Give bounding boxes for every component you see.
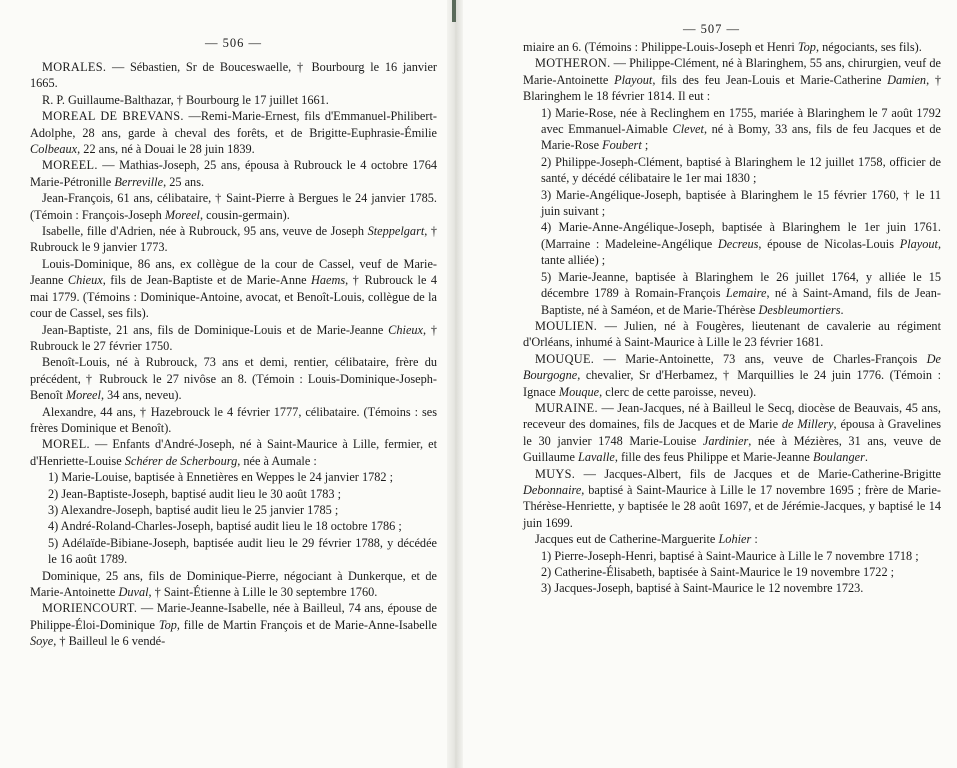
entry-muraine — [523, 400, 941, 466]
list-item — [523, 105, 941, 154]
list-item: 1) Pierre-Joseph-Henri, baptisé à Saint-Maurice à Lille le 7 novembre 1718 ; — [541, 548, 919, 563]
surname: Clevet — [672, 122, 704, 137]
entry-text: , 25 ans. — [163, 174, 205, 189]
entry-heading: MORALES. — [42, 60, 107, 74]
entry-mouque — [523, 351, 941, 400]
surname: Chieux — [388, 322, 424, 337]
entry-text: : — [751, 532, 758, 547]
entry-text: , tante alliée) ; — [541, 236, 942, 268]
list-item: 3) Marie-Angélique-Joseph, baptisée à Blaringhem le 15 février 1760, † le 11 juin suivant ; — [541, 187, 941, 219]
entry-paragraph — [523, 531, 941, 547]
entry-text: , née à Mézières, 31 ans, veuve de Guillaume — [523, 433, 942, 465]
entry-text: , négociants, ses fils). — [815, 40, 922, 54]
list-item: 2) Philippe-Joseph-Clément, baptisé à Blaringhem le 12 juillet 1758, officier de santé, y décédé célibataire le 1er mai 1830 ; — [541, 154, 941, 186]
surname: Lohier — [718, 532, 752, 547]
surname: Top — [797, 40, 816, 54]
entry-text: ; — [641, 138, 649, 153]
entry-text: , né à Bomy, 33 ans, fils de feu Jacques et de Marie-Rose — [541, 122, 941, 153]
entry-muys — [523, 466, 941, 532]
entry-text: . — [840, 302, 844, 317]
entry-heading: MURAINE. — [535, 400, 598, 415]
entry-text: , cousin-germain). — [199, 207, 290, 222]
list-item: 3) Alexandre-Joseph, baptisé audit lieu le 25 janvier 1785 ; — [48, 502, 339, 517]
entry-paragraph: Alexandre, 44 ans, † Hazebrouck le 4 février 1777, célibataire. (Témoins : ses frères Dominique et Benoît). — [30, 404, 437, 435]
surname: Steppelgart — [367, 224, 425, 239]
list-item — [523, 219, 941, 268]
surname: Debonnaire — [523, 482, 582, 497]
surname: Chieux — [67, 273, 103, 288]
page-number-right: — 507 — — [683, 22, 740, 36]
entry-text: — Philippe-Clément, né à Blaringhem, 55 ans, chirurgien, veuf de Marie-Antoinette — [523, 56, 941, 87]
list-item: 4) André-Roland-Charles-Joseph, baptisé audit lieu le 18 octobre 1786 ; — [48, 519, 402, 534]
entry-morales — [30, 59, 437, 92]
list-item: 5) Adélaïde-Bibiane-Joseph, baptisée audit lieu le 29 février 1788, y décédée le 16 août 1789. — [48, 535, 437, 567]
entry-text: miaire an 6. (Témoins : Philippe-Louis-Joseph et Henri — [523, 40, 798, 54]
entry-text: , † Bailleul le 6 vendé- — [53, 634, 166, 649]
entry-text: , fille de Martin François et de Marie-Anne-Isabelle — [176, 617, 437, 632]
surname: Desbleumortiers — [758, 302, 841, 317]
surname: Playout — [614, 72, 653, 87]
entry-heading: MUYS. — [535, 466, 576, 481]
surname: Playout — [899, 236, 938, 251]
entry-heading: MOTHERON. — [535, 56, 611, 71]
surname: Top — [158, 617, 177, 632]
entry-moreal — [30, 108, 437, 157]
page-number-left: — 506 — — [205, 36, 262, 50]
entry-text: , baptisé à Saint-Maurice à Lille le 17 novembre 1695 ; frère de Marie-Thérèse-Henriette, y baptisée le 28 août 1697, et de Jérémie-Jacques, y baptisé le 14 juin 1699. — [523, 482, 941, 530]
entry-text: 4) Marie-Anne-Angélique-Joseph, baptisée à Blaringhem le 1er juin 1761. (Marraine : Madeleine-Angélique — [541, 220, 941, 251]
entry-text: , 22 ans, né à Douai le 28 juin 1839. — [77, 142, 255, 157]
entry-text: Dominique, 25 ans, fils de Dominique-Pierre, négociant à Dunkerque, et de Marie-Antoinette — [30, 568, 437, 599]
entry-text: , † Saint-Étienne à Lille le 30 septembre 1760. — [148, 585, 378, 599]
entry-text: — Marie-Jeanne-Isabelle, née à Bailleul, 74 ans, épouse de Philippe-Éloi-Dominique — [30, 601, 437, 632]
entry-text: . — [864, 450, 868, 465]
entry-text: , clerc de cette paroisse, neveu). — [599, 384, 757, 399]
entry-heading: MORIENCOURT. — [42, 601, 138, 616]
surname: Jardinier — [702, 433, 749, 448]
entry-paragraph — [30, 223, 437, 256]
entry-heading: MOUQUE. — [535, 351, 595, 366]
entry-heading: MOULIEN. — [535, 318, 598, 333]
surname: Lemaire — [725, 286, 767, 301]
left-page — [0, 0, 447, 768]
entry-text: , né à Saint-Amand, fils de Jean-Baptiste, né à Saméon, et de Marie-Thérèse — [541, 286, 941, 317]
entry-heading: MOREAL DE BREVANS. — [42, 109, 184, 124]
entry-text: — Jean-Jacques, né à Bailleul le Secq, diocèse de Beauvais, 45 ans, receveur des domaines, fils de Jacques et de Marie — [523, 400, 941, 432]
entry-moreel — [30, 157, 437, 190]
entry-text: Jean-Baptiste, 21 ans, fils de Dominique-Louis et de Marie-Jeanne — [42, 322, 389, 337]
entry-heading: MOREEL. — [42, 158, 98, 173]
surname: Lavalle — [577, 450, 615, 465]
entry-paragraph — [523, 39, 941, 55]
entry-text: , † Rubrouck le 27 février 1750. — [30, 322, 438, 353]
entry-paragraph — [30, 354, 437, 403]
entry-text: Jacques eut de Catherine-Marguerite — [535, 532, 719, 547]
entry-moulien — [523, 318, 941, 351]
surname: Berreville — [114, 174, 164, 189]
surname: Moreel — [164, 207, 200, 222]
entry-text: Louis-Dominique, 86 ans, ex collègue de la cour de Cassel, veuf de Marie-Jeanne — [30, 256, 437, 288]
entry-text: , épousa à Gravelines le 30 janvier 1748 Marie-Louise — [523, 417, 942, 448]
entry-text: —Remi-Marie-Ernest, fils d'Emmanuel-Philibert-Adolphe, 28 ans, garde à cheval des forêts, et de Brigitte-Euphrasie-Émilie — [30, 109, 437, 140]
list-item: 2) Jean-Baptiste-Joseph, baptisé audit lieu le 30 août 1783 ; — [48, 486, 342, 501]
entry-paragraph — [30, 322, 437, 355]
entry-text: — Sébastien, Sr de Bouceswaelle, † Bourbourg le 16 janvier 1665. — [30, 60, 437, 91]
entry-text: Isabelle, fille d'Adrien, née à Rubrouck, 95 ans, veuve de Joseph — [42, 224, 368, 239]
entry-text: , fils des feu Jean-Louis et Marie-Catherine — [652, 72, 888, 87]
entry-text: — Jacques-Albert, fils de Jacques et de Marie-Catherine-Brigitte — [575, 466, 941, 481]
binding-mark — [452, 0, 456, 22]
entry-paragraph — [30, 256, 437, 322]
entry-text: , 34 ans, neveu). — [100, 388, 182, 403]
entry-text: , † Blaringhem le 18 février 1814. Il eut : — [523, 72, 941, 104]
entry-text: , épouse de Nicolas-Louis — [758, 236, 900, 251]
entry-text: , fils de Jean-Baptiste et de Marie-Anne — [102, 273, 312, 288]
surname: Soye — [30, 634, 54, 649]
entry-text: — Marie-Antoinette, 73 ans, veuve de Charles-François — [594, 351, 927, 366]
entry-text: , chevalier, Sr d'Herbamez, † Marquillies le 24 juin 1776. (Témoin : Ignace — [523, 368, 941, 399]
list-item — [523, 269, 941, 318]
entry-text: , fille des feus Philippe et Marie-Jeanne — [614, 450, 813, 465]
surname: Moreel — [65, 388, 101, 403]
entry-paragraph: R. P. Guillaume-Balthazar, † Bourbourg le 17 juillet 1661. — [42, 92, 329, 107]
surname: Damien — [887, 72, 927, 87]
list-item: 2) Catherine-Élisabeth, baptisée à Saint-Maurice le 19 novembre 1722 ; — [541, 565, 895, 579]
surname: Mouque — [558, 384, 600, 399]
entry-heading: MOREL. — [42, 437, 90, 452]
entry-text: , † Rubrouck le 9 janvier 1773. — [30, 224, 438, 255]
entry-paragraph — [30, 568, 437, 601]
surname: Duval — [118, 585, 149, 599]
entry-text: , née à Aumale : — [237, 453, 317, 468]
right-page — [463, 0, 957, 768]
entry-morel — [30, 436, 437, 469]
entry-text: — Enfants d'André-Joseph, né à Saint-Maurice à Lille, fermier, et d'Henriette-Louise — [30, 437, 437, 468]
surname: Haems — [311, 273, 346, 288]
book-gutter — [447, 0, 463, 768]
entry-moriencourt — [30, 600, 437, 649]
list-item: 3) Jacques-Joseph, baptisé à Saint-Maurice le 12 novembre 1723. — [541, 581, 864, 596]
entry-text: Benoît-Louis, né à Rubrouck, 73 ans et demi, rentier, célibataire, frère du précédent, † Rubrouck le 27 nivôse an 8. (Témoin : Louis-Dominique-Joseph-Benoît — [30, 355, 437, 403]
list-item: 1) Marie-Louise, baptisée à Ennetières en Weppes le 24 janvier 1782 ; — [48, 470, 394, 485]
surname: Decreus — [717, 236, 759, 251]
entry-text: 1) Marie-Rose, née à Reclinghem en 1755, mariée à Blaringhem le 7 août 1792 avec Emmanuel-Aimable — [541, 105, 941, 137]
surname: de Millery — [781, 417, 834, 432]
entry-text: 5) Marie-Jeanne, baptisée à Blaringhem le 26 juillet 1764, y alliée le 15 décembre 1789 à Romain-François — [541, 269, 941, 301]
entry-text: — Julien, né à Fougères, lieutenant de cavalerie au régiment d'Orléans, inhumé à Saint-Maurice à Lille le 23 février 1681. — [523, 318, 941, 350]
entry-motheron — [523, 55, 941, 104]
surname: Colbeaux — [30, 142, 78, 157]
entry-text: , † Rubrouck le 4 mai 1779. (Témoins : Dominique-Antoine, avocat, et Benoît-Louis, collègue de la cour de Cassel, ses fils). — [30, 273, 438, 321]
surname: De Bourgogne — [523, 351, 941, 383]
entry-text: Jean-François, 61 ans, célibataire, † Saint-Pierre à Bergues le 24 janvier 1785. (Témoin : François-Joseph — [30, 191, 437, 222]
entry-text: — Mathias-Joseph, 25 ans, épousa à Rubrouck le 4 octobre 1764 Marie-Pétronille — [30, 158, 437, 189]
surname: Schérer de Scherbourg — [124, 453, 238, 468]
surname: Foubert — [602, 138, 642, 153]
entry-paragraph — [30, 190, 437, 223]
surname: Boulanger — [812, 450, 865, 465]
